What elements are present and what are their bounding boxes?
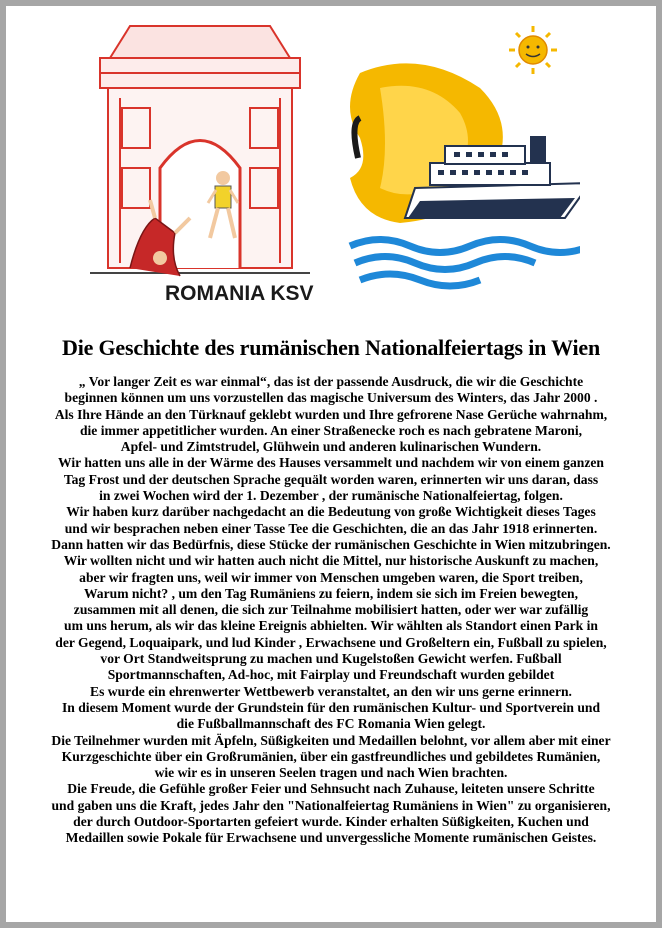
text-line: Dann hatten wir das Bedürfnis, diese Stücke der rumänischen Geschichte in Wien mitzubringen.	[51, 536, 611, 552]
text-line: wie wir es in unseren Seelen tragen und nach Wien brachten.	[154, 765, 508, 781]
text-line: und gaben uns die Kraft, jedes Jahr den "Nationalfeiertag Rumäniens in Wien" zu organisieren,	[51, 797, 611, 813]
text-line: Tag Frost und der deutschen Sprache gequält worden waren, erinnerten wir uns daran, dass	[63, 471, 599, 487]
text-line: in zwei Wochen wird der 1. Dezember , der rumänische Nationalfeiertag, folgen.	[99, 488, 563, 504]
text-line: der Gegend, Loquaipark, und lud Kinder , Erwachsene und Großeltern ein, Fußball zu spielen,	[55, 634, 607, 650]
text-line: um uns herum, als wir das kleine Ereignis abhielten. Wir wählten als Standort einen Park in	[64, 618, 598, 634]
text-line: Die Teilnehmer wurden mit Äpfeln, Süßigkeiten und Medaillen belohnt, vor allem aber mit einer	[51, 732, 611, 748]
text-line: Die Freude, die Gefühle großer Feier und Sehnsucht nach Zuhause, leiteten unsere Schritte	[67, 781, 595, 797]
text-line: Sportmannschaften, Ad-hoc, mit Fairplay und Freundschaft wurden gebildet	[107, 667, 555, 683]
arch-of-triumph-icon	[90, 26, 310, 273]
text-line: Als Ihre Hände an den Türknauf geklebt wurden und Ihre gefrorene Nase Gerüche wahrnahm,	[54, 406, 608, 422]
text-line: aber wir fragten uns, weil wir immer von Menschen umgeben waren, die Sport treiben,	[79, 569, 583, 585]
text-line: vor Ort Standweitsprung zu machen und Kugelstoßen Gewicht werfen. Fußball	[100, 651, 562, 667]
text-line: Wir haben kurz darüber nachgedacht an die Bedeutung von große Wichtigkeit dieses Tages	[66, 504, 596, 520]
sea-waves-icon	[350, 240, 580, 287]
text-line: Apfel- und Zimtstrudel, Glühwein und anderen kulinarischen Wundern.	[120, 439, 542, 455]
text-line: Kurzgeschichte über ein Großrumänien, über ein gastfreundliches und gebildetes Rumänien,	[61, 748, 601, 764]
article-body	[14, 374, 648, 847]
text-line: beginnen können um uns vorzustellen das magische Universum des Winters, das Jahr 2000 .	[64, 390, 598, 406]
text-line: und wir besprachen neben einer Tasse Tee die Geschichten, die an das Jahr 1918 erinnerten.	[64, 520, 598, 536]
logo-text: ROMANIA KSV	[165, 282, 314, 305]
text-line: Medaillen sowie Pokale für Erwachsene und unvergessliche Momente rumänischen Geistes.	[65, 830, 597, 846]
text-line: Warum nicht? , um den Tag Rumäniens zu feiern, indem sie sich im Freien bewegten,	[83, 585, 579, 601]
text-line: Es wurde ein ehrenwerter Wettbewerb veranstaltet, an den wir uns gerne erinnern.	[90, 683, 572, 699]
text-line: die immer appetitlicher wurden. An einer Straßenecke roch es nach gebratene Maroni,	[79, 422, 583, 438]
text-line: der durch Outdoor-Sportarten gefeiert wurde. Kinder erhalten Süßigkeiten, Kuchen und	[73, 814, 589, 830]
page-title: Die Geschichte des rumänischen Nationalfeiertags in Wien	[62, 335, 600, 360]
small-sun-icon	[509, 26, 557, 74]
text-line: In diesem Moment wurde der Grundstein für den rumänischen Kultur- und Sportverein und	[61, 699, 601, 715]
text-line: Wir wollten nicht und wir hatten auch nicht die Mittel, nur historische Auskunft zu machen,	[63, 553, 599, 569]
club-logo-illustration	[60, 18, 580, 318]
text-line: Wir hatten uns alle in der Wärme des Hauses versammelt und nachdem wir von einem ganzen	[58, 455, 604, 471]
text-line: „ Vor langer Zeit es war einmal“, das ist der passende Ausdruck, die wir die Geschichte	[78, 374, 584, 389]
text-line: zusammen mit all denen, die sich zur Teilnahme mobilisiert hatten, oder wer war zufällig	[73, 602, 589, 618]
text-line: die Fußballmannschaft des FC Romania Wien gelegt.	[176, 716, 486, 732]
